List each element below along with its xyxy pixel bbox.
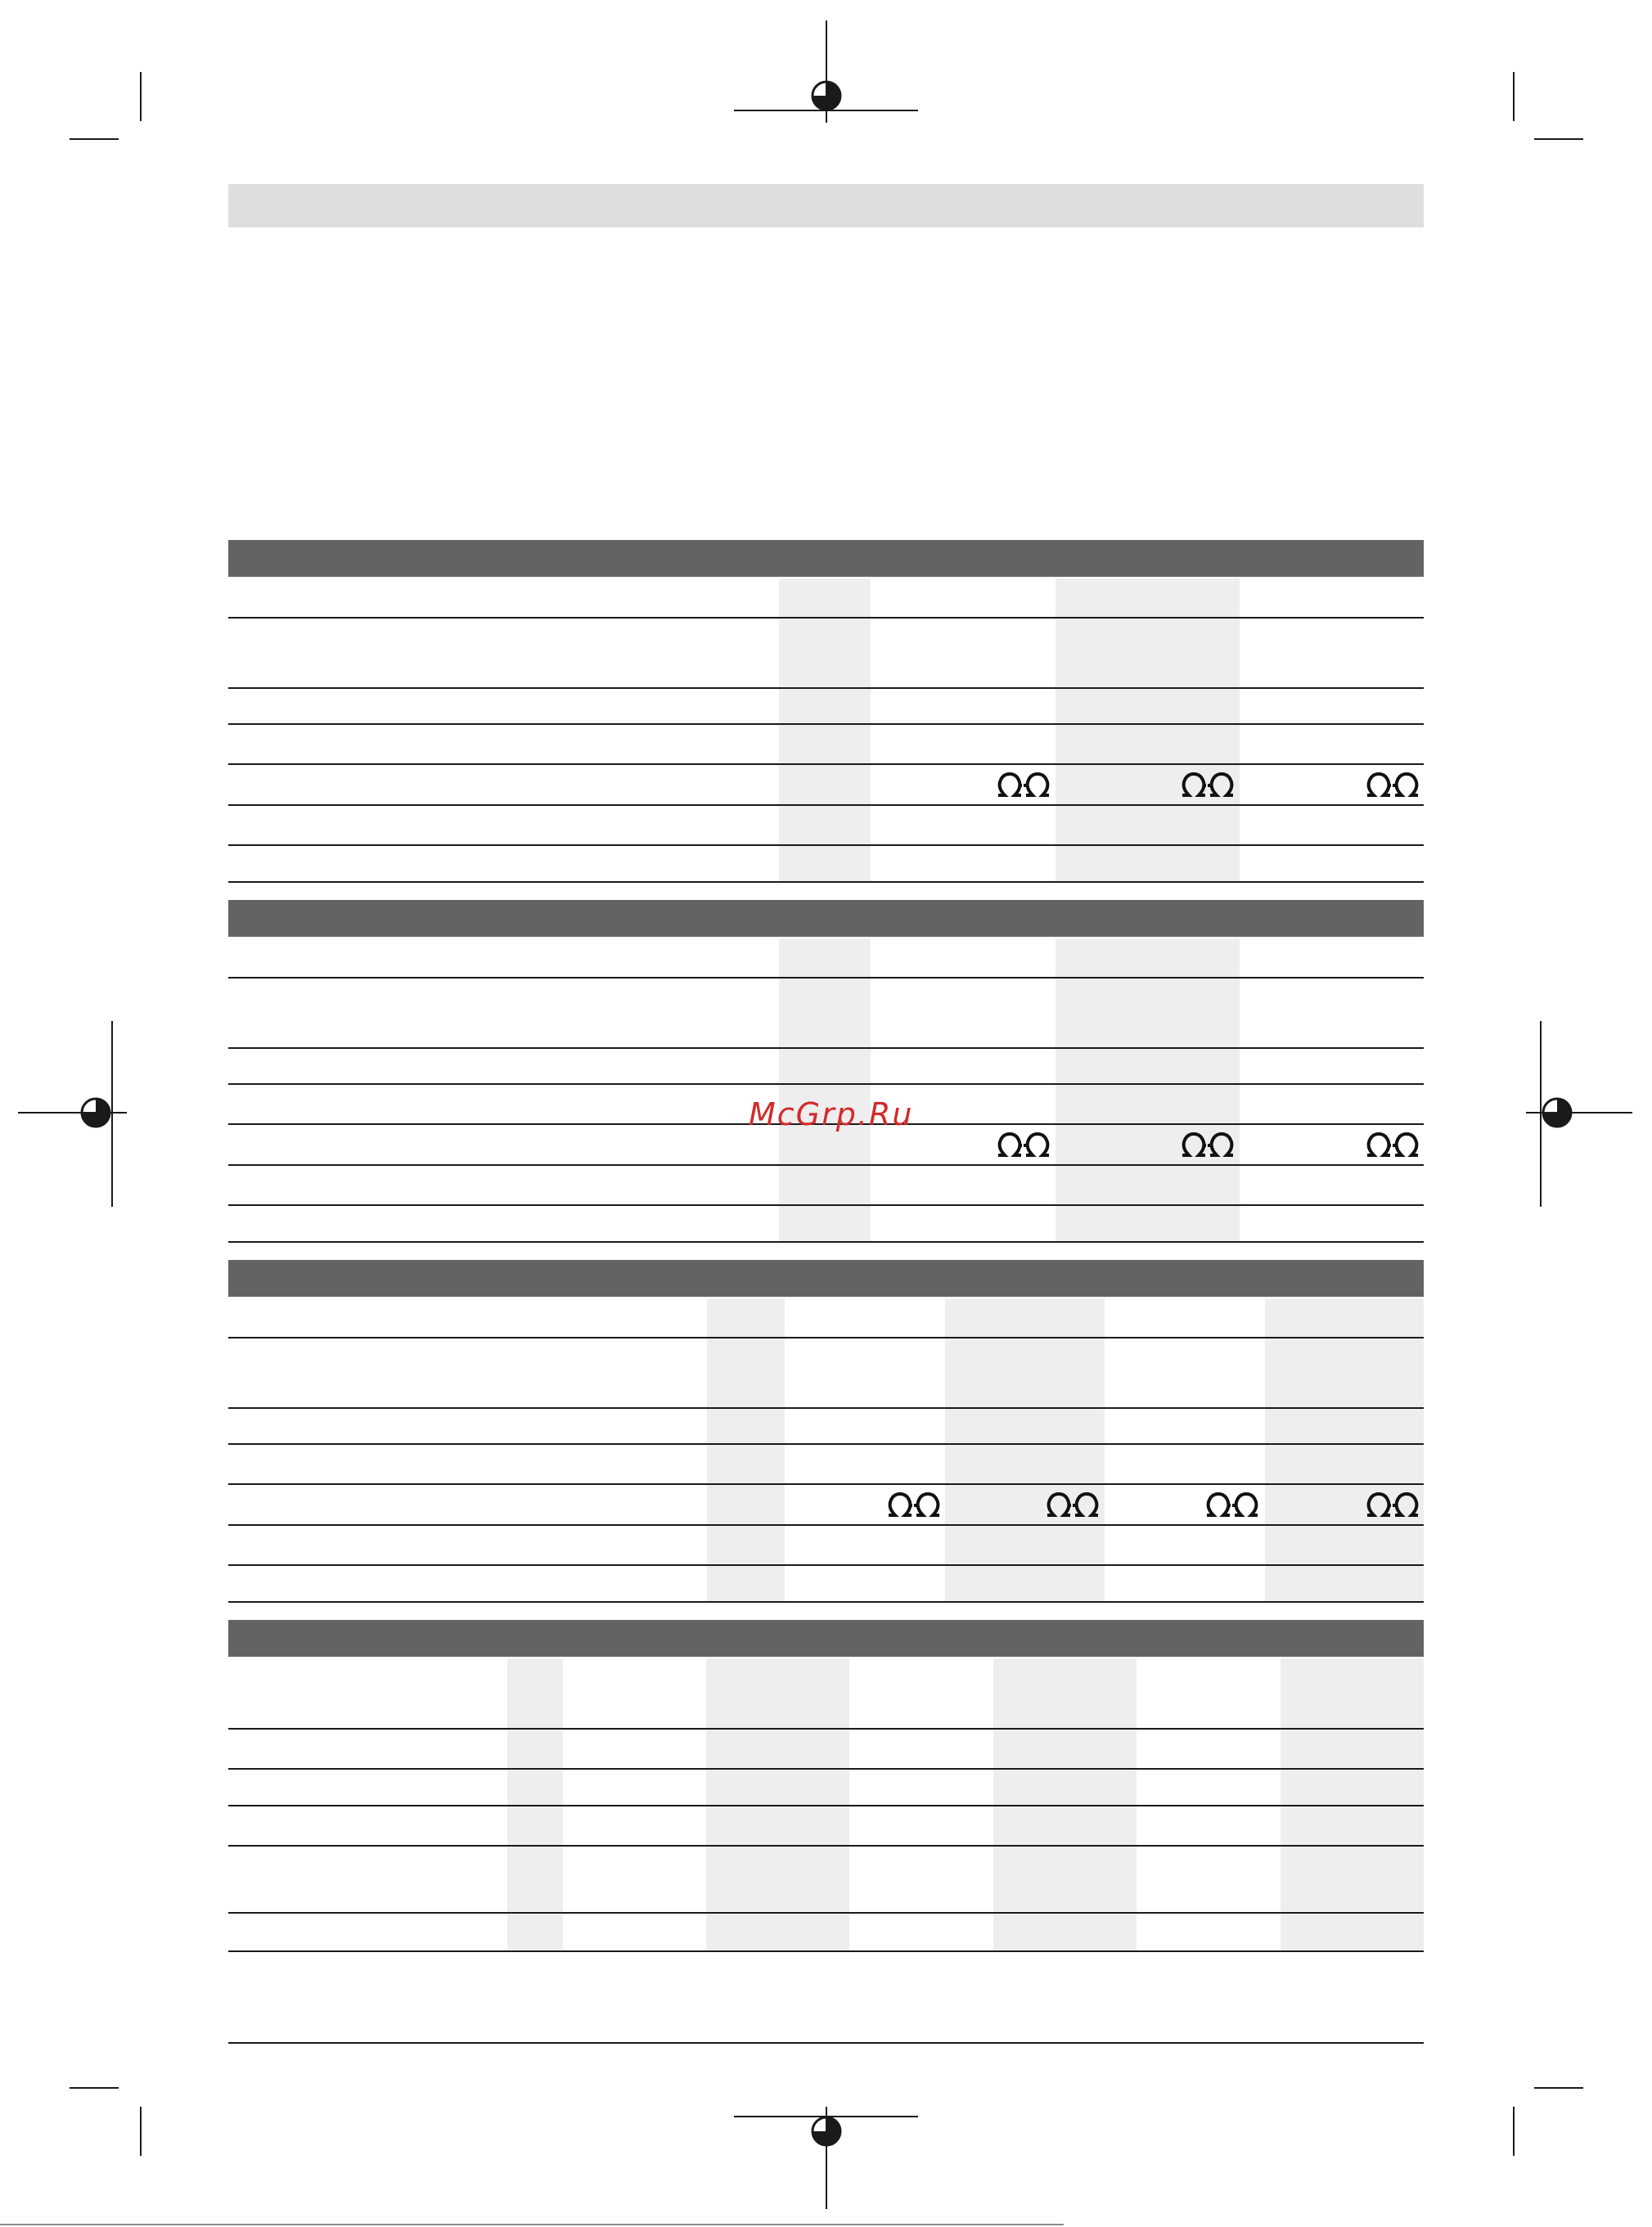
table-column-shade [945,1298,1105,1603]
table-column-shade [1056,578,1240,883]
table-row-divider [228,1047,1424,1049]
table-row-divider [228,1483,1424,1485]
registration-mark-bottom [812,2117,840,2145]
table-column-shade [779,578,871,883]
table-row-divider [228,617,1424,619]
rotation-direction-icon [1364,1491,1421,1518]
table-row-divider [228,881,1424,883]
table-column-shade [1056,938,1240,1243]
table-header-bar [228,1620,1424,1657]
footer-rule [228,2042,1424,2044]
rotation-direction-icon [1044,1491,1101,1518]
table-header-bar [228,900,1424,937]
table-row-divider [228,1407,1424,1409]
table-row-divider [228,1204,1424,1206]
watermark: McGrp.Ru [749,1096,914,1132]
rotation-direction-icon [885,1491,943,1518]
table-row-divider [228,804,1424,806]
rotation-direction-icon [1179,771,1236,799]
table-header-bar [228,1260,1424,1297]
table-row-divider [228,1443,1424,1445]
registration-mark-left [82,1099,110,1127]
table-row-divider [228,1337,1424,1338]
rotation-direction-icon [995,771,1052,799]
table-row-divider [228,1728,1424,1730]
table-row-divider [228,977,1424,979]
table-row-divider [228,1083,1424,1085]
table-column-shade [707,1298,785,1603]
table-row-divider [228,1845,1424,1847]
table-row-divider [228,844,1424,846]
table-row-divider [228,1768,1424,1770]
table-row-divider [228,723,1424,725]
table-row-divider [228,1241,1424,1243]
table-row-divider [228,687,1424,689]
rotation-direction-icon [1204,1491,1261,1518]
table-header-bar [228,540,1424,577]
registration-mark-top [812,82,840,110]
rotation-direction-icon [995,1131,1052,1158]
registration-mark-right [1543,1099,1571,1127]
rotation-direction-icon [1364,1131,1421,1158]
table-row-divider [228,1912,1424,1914]
table-row-divider [228,1805,1424,1806]
table-column-shade [1265,1298,1424,1603]
rotation-direction-icon [1364,771,1421,799]
table-row-divider [228,1601,1424,1603]
table-row-divider [228,1164,1424,1166]
table-row-divider [228,1564,1424,1566]
table-row-divider [228,1524,1424,1526]
rotation-direction-icon [1179,1131,1236,1158]
table-row-divider [228,763,1424,765]
table-column-shade [779,938,871,1243]
table-row-divider [228,1950,1424,1952]
page-header-band [228,184,1424,227]
